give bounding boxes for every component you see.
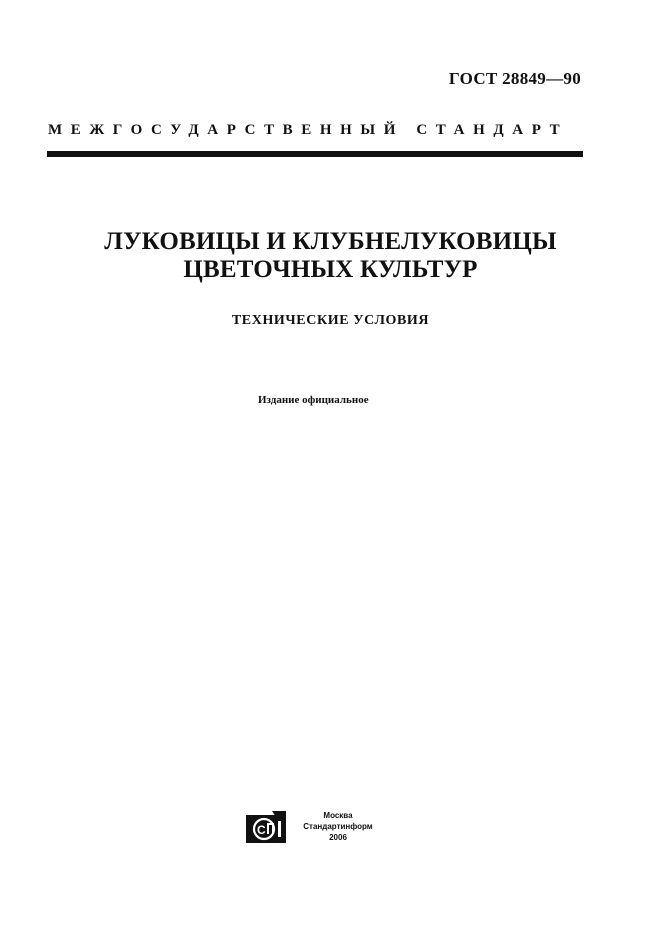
publisher-year: 2006 [329, 833, 347, 842]
document-title [0, 228, 661, 284]
publisher-name: Стандартинформ [303, 822, 373, 831]
standard-kind-heading: МЕЖГОСУДАРСТВЕННЫЙ СТАНДАРТ [48, 122, 569, 138]
standartinform-logo-icon [246, 811, 286, 843]
svg-text:С: С [257, 823, 266, 837]
publisher-city: Москва [323, 811, 353, 820]
edition-note: Издание официальное [258, 394, 369, 406]
header-divider [47, 151, 583, 157]
publisher-imprint [296, 810, 380, 843]
title-line-1: ЛУКОВИЦЫ И КЛУБНЕЛУКОВИЦЫ [104, 228, 557, 255]
document-code: ГОСТ 28849—90 [448, 69, 581, 88]
document-subtitle: ТЕХНИЧЕСКИЕ УСЛОВИЯ [231, 313, 430, 328]
title-line-2: ЦВЕТОЧНЫХ КУЛЬТУР [183, 256, 478, 283]
